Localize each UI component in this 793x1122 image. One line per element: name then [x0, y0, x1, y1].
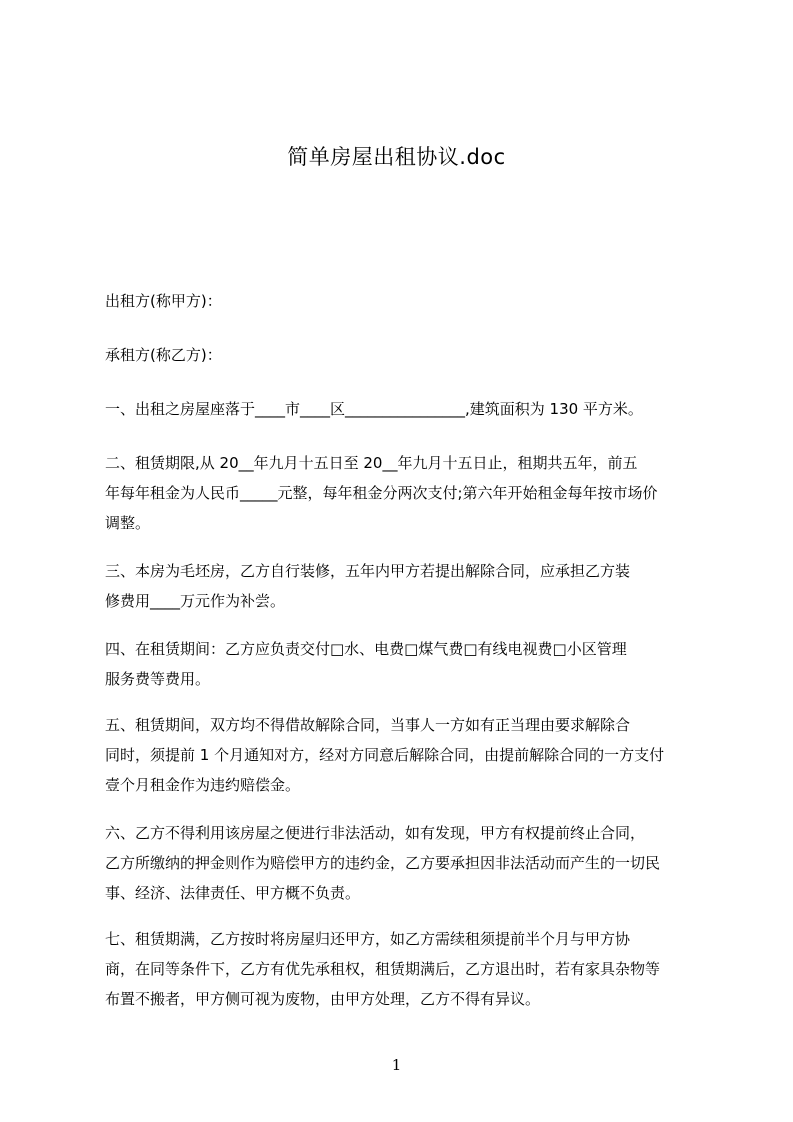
text-line: 商，在同等条件下，乙方有优先承租权，租赁期满后，乙方退出时，若有家具杂物等	[105, 960, 661, 978]
paragraph-clause-6	[105, 818, 705, 908]
text-line: 事、经济、法律责任、甲方概不负责。	[105, 884, 361, 902]
text-line: 服务费等费用。	[105, 670, 211, 688]
paragraph-lessee	[105, 340, 705, 370]
page-number: 1	[391, 1056, 402, 1074]
paragraph-clause-1	[105, 394, 705, 424]
paragraph-clause-4	[105, 634, 705, 694]
text-line: 四、在租赁期间：乙方应负责交付□水、电费□煤气费□有线电视费□小区管理	[105, 640, 627, 658]
paragraph-lessor	[105, 286, 705, 316]
text-line: 壹个月租金作为违约赔偿金。	[105, 776, 301, 794]
paragraph-clause-3	[105, 556, 705, 616]
text-line: 同时，须提前 1 个月通知对方，经对方同意后解除合同，由提前解除合同的一方支付	[105, 746, 665, 764]
text-line: 年每年租金为人民币_____元整，每年租金分两次支付;第六年开始租金每年按市场价	[105, 484, 658, 502]
text-line: 调整。	[105, 514, 151, 532]
text-line: 乙方所缴纳的押金则作为赔偿甲方的违约金，乙方要承担因非法活动而产生的一切民	[105, 854, 661, 872]
paragraph-clause-5	[105, 710, 705, 800]
text-line: 修费用____万元作为补尝。	[105, 592, 286, 610]
text-line: 出租方(称甲方)：	[105, 292, 222, 310]
text-line: 七、租赁期满，乙方按时将房屋归还甲方，如乙方需续租须提前半个月与甲方协	[105, 930, 631, 948]
text-line: 一、出租之房屋座落于____市____区________________,建筑面积为 130 平方米。	[105, 400, 643, 418]
paragraph-clause-7	[105, 924, 705, 1014]
text-line: 三、本房为毛坯房，乙方自行装修，五年内甲方若提出解除合同，应承担乙方装	[105, 562, 631, 580]
text-line: 承租方(称乙方)：	[105, 346, 222, 364]
text-line: 五、租赁期间，双方均不得借故解除合同，当事人一方如有正当理由要求解除合	[105, 716, 631, 734]
paragraph-clause-2	[105, 448, 705, 538]
text-line: 布置不搬者，甲方侧可视为废物，由甲方处理，乙方不得有异议。	[105, 990, 541, 1008]
text-line: 二、租赁期限,从 20__年九月十五日至 20__年九月十五日止，租期共五年，前五	[105, 454, 638, 472]
document-title: 简单房屋出租协议.doc	[287, 145, 506, 169]
text-line: 六、乙方不得利用该房屋之便进行非法活动，如有发现，甲方有权提前终止合同，	[105, 824, 646, 842]
